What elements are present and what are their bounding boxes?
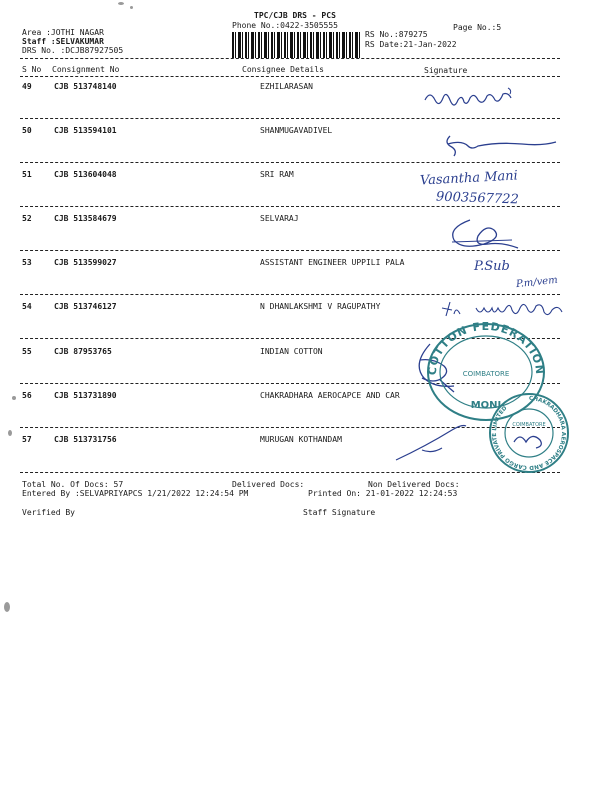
row-consignment: CJB 513599027	[54, 258, 117, 267]
row-consignee: SHANMUGAVADIVEL	[260, 126, 333, 135]
staff-signature: Staff Signature	[303, 508, 376, 517]
row-sno: 49	[22, 82, 32, 91]
row-sno: 50	[22, 126, 32, 135]
row-sno: 51	[22, 170, 32, 179]
entered-by: Entered By :SELVAPRIYAPCS 1/21/2022 12:24:54 PM	[22, 489, 249, 498]
scan-speck	[118, 2, 124, 5]
rs-number: RS No.:879275	[365, 30, 428, 39]
delivered-docs: Delivered Docs:	[232, 480, 305, 489]
cotton-stamp-top-text: COTTON FEDERATION	[425, 319, 547, 376]
cotton-stamp-middle-text: COIMBATORE	[462, 370, 510, 378]
phone-number: Phone No.:0422-3505555	[232, 21, 338, 30]
chakradhara-company-stamp	[488, 392, 570, 474]
row-divider	[20, 206, 560, 207]
page-number: Page No.:5	[453, 23, 502, 32]
row-consignee: CHAKRADHARA AEROCAPCE AND CAR	[260, 391, 400, 400]
handwritten-phone: 9003567722	[435, 189, 519, 208]
signature-pm-vem: P.m/vem	[515, 274, 559, 291]
row-sno: 57	[22, 435, 32, 444]
row-consignee: ASSISTANT ENGINEER UPPILI PALA	[260, 258, 405, 267]
row-divider	[20, 472, 560, 473]
signature-murugan	[392, 420, 472, 470]
verified-by: Verified By	[22, 508, 75, 517]
signature-p-sub: P.Sub	[474, 259, 510, 274]
signature-selvaraj	[440, 216, 530, 250]
row-consignee: SRI RAM	[260, 170, 294, 179]
header-divider-bottom	[20, 76, 560, 77]
row-consignment: CJB 513594101	[54, 126, 117, 135]
col-consignee: Consignee Details	[242, 65, 324, 74]
drs-number: DRS No. :DCJB87927505	[22, 46, 124, 55]
total-docs: Total No. Of Docs: 57	[22, 480, 124, 489]
row-divider	[20, 162, 560, 163]
barcode	[232, 32, 362, 58]
chakradhara-ring-text: CHAKRADHARA AEROSPACE AND CARGO PRIVATE LIMITED	[491, 395, 566, 471]
scan-speck	[4, 602, 10, 612]
svg-text:CHAKRADHARA AEROSPACE AND CARG	[492, 396, 566, 470]
chakradhara-center-text: COIMBATORE	[512, 422, 546, 428]
scan-speck	[8, 430, 12, 436]
cotton-stamp-bottom-text: MONI	[470, 400, 502, 411]
col-signature: Signature	[424, 66, 468, 75]
scan-speck	[12, 396, 16, 400]
row-consignee: N DHANLAKSHMI V RAGUPATHY	[260, 302, 381, 311]
rs-date: RS Date:21-Jan-2022	[365, 40, 457, 49]
signature-vasantha-mani: Vasantha Mani	[419, 168, 519, 189]
row-sno: 54	[22, 302, 32, 311]
row-sno: 56	[22, 391, 32, 400]
row-sno: 52	[22, 214, 32, 223]
row-consignment: CJB 513731756	[54, 435, 117, 444]
signature-ezhilarasan	[420, 82, 540, 112]
row-divider	[20, 118, 560, 119]
header-divider-top	[20, 58, 560, 59]
row-divider	[20, 427, 560, 428]
row-consignment: CJB 513604048	[54, 170, 117, 179]
col-sno: S No	[22, 65, 42, 74]
row-sno: 53	[22, 258, 32, 267]
report-title: TPC/CJB DRS - PCS	[254, 11, 336, 20]
row-consignee: INDIAN COTTON	[260, 347, 323, 356]
row-consignment: CJB 513746127	[54, 302, 117, 311]
row-consignee: MURUGAN KOTHANDAM	[260, 435, 342, 444]
printed-on: Printed On: 21-01-2022 12:24:53	[308, 489, 458, 498]
signature-shanmugavadivel	[430, 130, 560, 160]
row-sno: 55	[22, 347, 32, 356]
row-consignment: CJB 513584679	[54, 214, 117, 223]
row-divider	[20, 294, 560, 295]
row-consignee: SELVARAJ	[260, 214, 299, 223]
row-consignment: CJB 87953765	[54, 347, 112, 356]
non-delivered-docs: Non Delivered Docs:	[368, 480, 460, 489]
svg-text:COTTON FEDERATION	[426, 320, 546, 376]
staff-label: Staff :SELVAKUMAR	[22, 37, 104, 46]
row-consignee: EZHILARASAN	[260, 82, 313, 91]
row-consignment: CJB 513731890	[54, 391, 117, 400]
col-consignment: Consignment No	[52, 65, 120, 74]
row-consignment: CJB 513748140	[54, 82, 117, 91]
scan-speck	[130, 6, 133, 9]
area-label: Area :JOTHI NAGAR	[22, 28, 104, 37]
row-divider	[20, 250, 560, 251]
